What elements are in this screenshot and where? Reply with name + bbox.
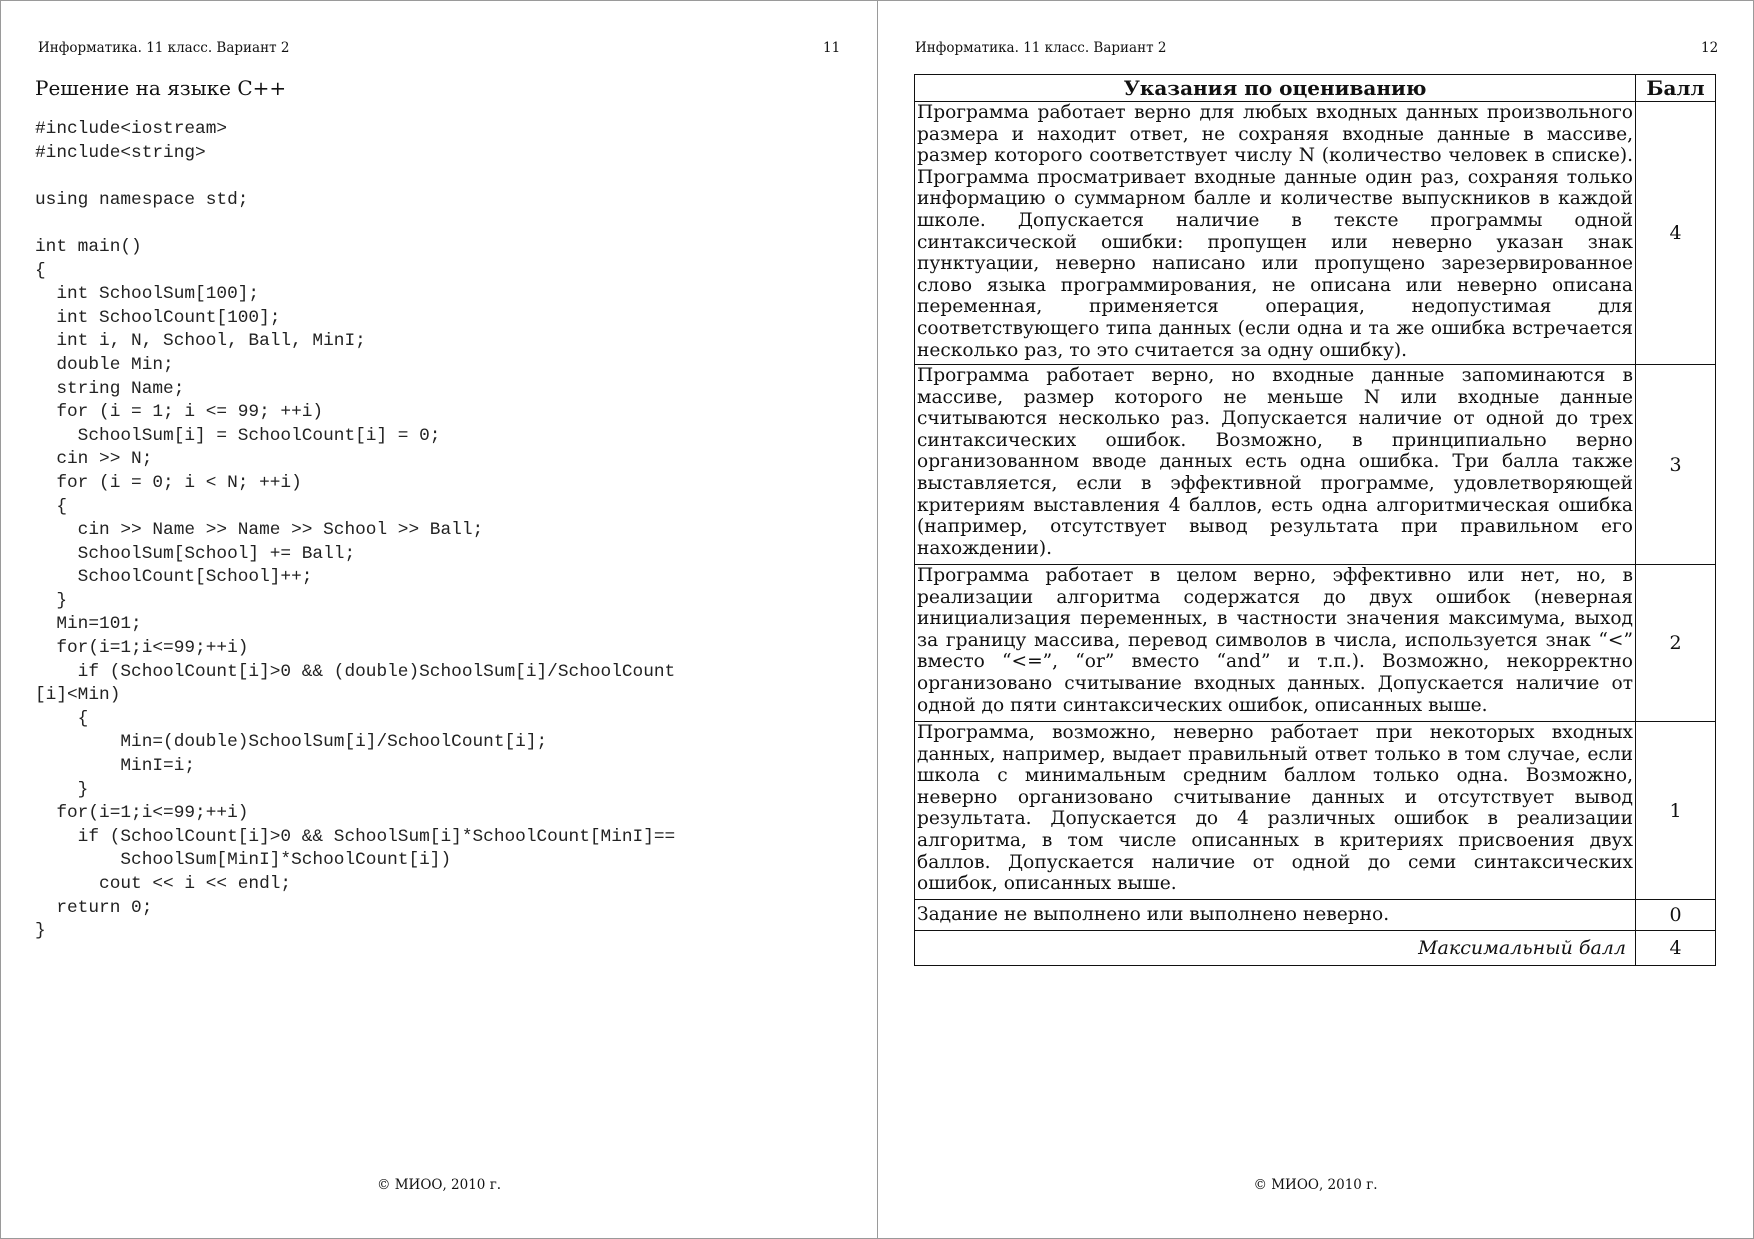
page-footer: © МИОО, 2010 г. — [376, 1177, 502, 1193]
score-value: 4 — [1636, 102, 1716, 365]
max-score-value: 4 — [1636, 931, 1716, 966]
grading-table — [914, 74, 1716, 966]
page-number: 11 — [823, 40, 841, 56]
page-12 — [878, 1, 1753, 1238]
table-row — [915, 900, 1716, 931]
page-11 — [1, 1, 877, 1238]
table-row — [915, 722, 1716, 900]
running-header: Информатика. 11 класс. Вариант 2 — [915, 40, 1167, 56]
section-title: Решение на языке С++ — [35, 76, 287, 100]
score-value: 2 — [1636, 565, 1716, 722]
score-value: 3 — [1636, 365, 1716, 565]
max-score-label: Максимальный балл — [915, 931, 1636, 966]
score-value: 0 — [1636, 900, 1716, 931]
table-row — [915, 365, 1716, 565]
criteria-text: Задание не выполнено или выполнено неверно. — [915, 900, 1636, 931]
page-number: 12 — [1701, 40, 1719, 56]
criteria-text: Программа работает верно, но входные данные запоминаются в массиве, размер которого не меньше N или входные данные считываются несколько раз. Допускается наличие от одной до трех синтаксических ошибок. Возможно, в принципиально верно организованном вводе данных есть одна ошибка. Три балла также выставляется, если в эффективной программе, удовлетворяющей критериям выставления 4 баллов, есть одна алгоритмическая ошибка (например, отсутствует вывод результата при правильном его нахождении). — [915, 365, 1636, 565]
criteria-column-header: Указания по оцениванию — [915, 75, 1636, 102]
cpp-code-listing: #include<iostream> #include<string> using namespace std; int main() { int SchoolSum[100]; int SchoolCount[100]; int i, N, School, Ball, MinI; double Min; string Name; for (i = 1; i <= 99; ++i) SchoolSum[i] = SchoolCount[i] = 0; cin >> N; for (i = 0; i < N; ++i) { cin >> Name >> Name >> School >> Ball; SchoolSum[School] += Ball; SchoolCount[School]++; } Min=101; for(i=1;i<=99;++i) if (SchoolCount[i]>0 && (double)SchoolSum[i]/SchoolCount [i]<Min) { Min=(double)SchoolSum[i]/SchoolCount[i]; MinI=i; } for(i=1;i<=99;++i) if (SchoolCount[i]>0 && SchoolSum[i]*SchoolCount[MinI]== SchoolSum[MinI]*SchoolCount[i]) cout << i << endl; return 0; } — [35, 119, 676, 942]
criteria-text: Программа работает верно для любых входных данных произвольного размера и находит ответ, не сохраняя входные данные в массиве, размер которого соответствует числу N (количество человек в списке). Программа просматривает входные данные один раз, сохраняя только информацию о суммарном балле и количестве выпускников в каждой школе. Допускается наличие в тексте программы одной синтаксической ошибки: пропущен или неверно указан знак пунктуации, неверно написано или пропущено зарезервированное слово языка программирования, не описана или неверно описана переменная, применяется операция, недопустимая для соответствующего типа данных (если одна и та же ошибка встречается несколько раз, то это считается за одну ошибку). — [915, 102, 1636, 365]
running-header: Информатика. 11 класс. Вариант 2 — [38, 40, 290, 56]
score-column-header: Балл — [1636, 75, 1716, 102]
score-value: 1 — [1636, 722, 1716, 900]
table-header-row — [915, 75, 1716, 102]
table-row — [915, 102, 1716, 365]
max-score-row — [915, 931, 1716, 966]
criteria-text: Программа работает в целом верно, эффективно или нет, но, в реализации алгоритма содержатся до двух ошибок (неверная инициализация переменных, в частности значения максимума, выход за границу массива, перевод символов в числа, используется знак “<” вместо “<=”, “or” вместо “and” и т.п.). Возможно, некорректно организовано считывание входных данных. Допускается наличие от одной до пяти синтаксических ошибок, описанных выше. — [915, 565, 1636, 722]
table-row — [915, 565, 1716, 722]
page-footer: © МИОО, 2010 г. — [1253, 1177, 1378, 1193]
criteria-text: Программа, возможно, неверно работает при некоторых входных данных, например, выдает правильный ответ только в том случае, если школа с минимальным средним баллом только одна. Возможно, неверно организовано считывание данных и отсутствует вывод результата. Допускается до 4 различных ошибок в реализации алгоритма, в том числе описанных в критериях присвоения двух баллов. Допускается наличие от одной до семи синтаксических ошибок, описанных выше. — [915, 722, 1636, 900]
